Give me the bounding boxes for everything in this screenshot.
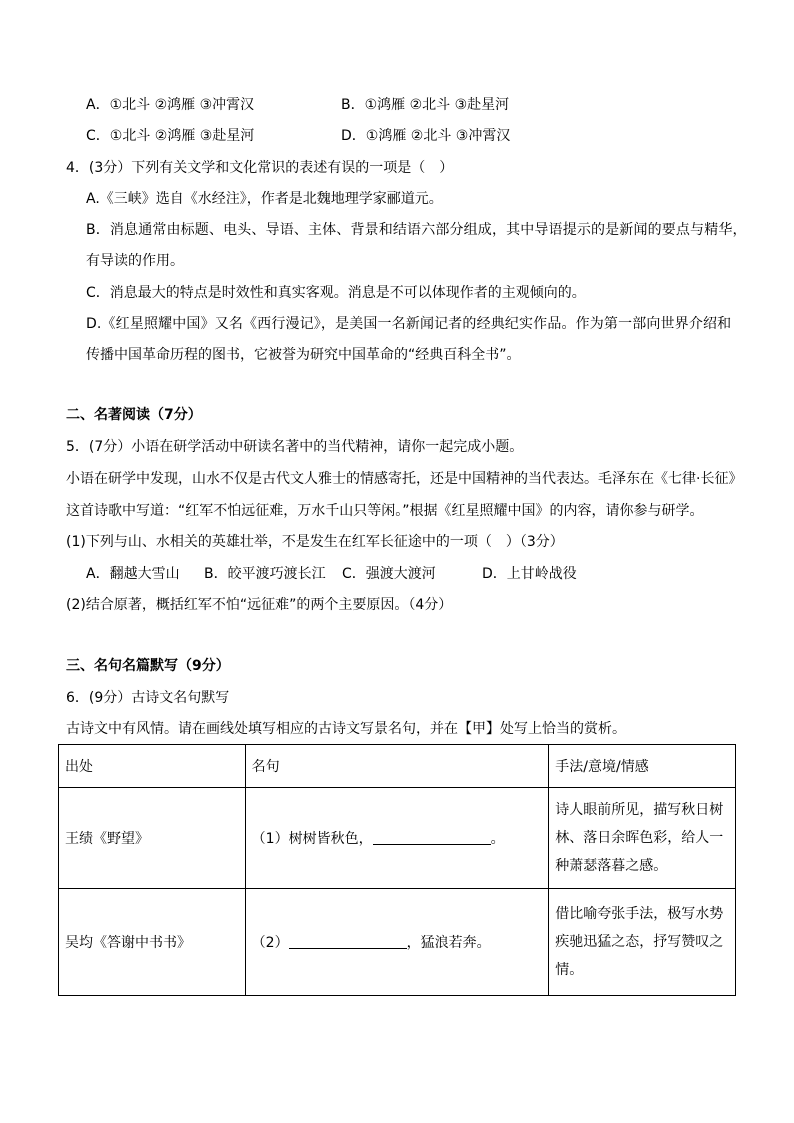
header-source: 出处 (59, 745, 246, 788)
row2-line (245, 889, 549, 996)
q3-option-a: A．①北斗 ②鸿雁 ③冲霄汉 (86, 97, 255, 113)
q4-stem: 4．(3分）下列有关文学和文化常识的表述有误的一项是（ ） (66, 160, 454, 176)
row2-line-prefix: （2） (251, 935, 289, 951)
q4-option-d-line2: 传播中国革命历程的图书，它被誉为研究中国革命的“经典百科全书”。 (86, 347, 521, 363)
q5-sub1-option-a: A．翻越大雪山 (86, 566, 180, 582)
row1-line-prefix: （1）树树皆秋色， (251, 831, 373, 847)
q4-option-b-line2: 有导读的作用。 (86, 253, 184, 269)
row2-answer-blank[interactable] (289, 934, 407, 949)
row2-analysis: 借比喻夸张手法，极写水势疾驰迅猛之态，抒写赞叹之情。 (549, 889, 736, 996)
row1-line (245, 788, 549, 889)
section2-heading: 二、名著阅读（7分） (66, 407, 202, 423)
table-header-row (59, 745, 736, 788)
q4-option-d-line1: D.《红星照耀中国》又名《西行漫记》，是美国一名新闻记者的经典纪实作品。作为第一部向世界介绍和 (86, 316, 732, 332)
q5-sub1-option-b: B．皎平渡巧渡长江 (204, 566, 326, 582)
row1-analysis: 诗人眼前所见，描写秋日树林、落日余晖色彩，给人一种萧瑟落暮之感。 (549, 788, 736, 889)
q3-option-d: D．①鸿雁 ②北斗 ③冲霄汉 (341, 128, 511, 144)
q4-option-a: A.《三峡》选自《水经注》，作者是北魏地理学家郦道元。 (86, 191, 443, 207)
q5-intro-line2: 这首诗歌中写道：“红军不怕远征难，万水千山只等闲。”根据《红星照耀中国》的内容，请你参与研学。 (66, 503, 704, 519)
q3-option-b: B．①鸿雁 ②北斗 ③赴星河 (341, 97, 510, 113)
row1-line-suffix: 。 (490, 831, 505, 847)
row1-answer-blank[interactable] (373, 830, 491, 845)
q5-sub1-stem: (1)下列与山、水相关的英雄壮举，不是发生在红军长征途中的一项（ ）（3分） (66, 534, 564, 550)
row2-source: 吴均《答谢中书书》 (59, 889, 246, 996)
table-row (59, 889, 736, 996)
section3-heading: 三、名句名篇默写（9分） (66, 658, 230, 674)
table-row (59, 788, 736, 889)
q4-option-b-line1: B．消息通常由标题、电头、导语、主体、背景和结语六部分组成，其中导语提示的是新闻的要点与精华， (86, 222, 747, 238)
q5-sub2-stem: (2)结合原著，概括红军不怕“远征难”的两个主要原因。（4分） (66, 597, 453, 613)
q5-sub1-option-d: D．上甘岭战役 (482, 566, 577, 582)
q5-intro-line1: 小语在研学中发现，山水不仅是古代文人雅士的情感寄托，还是中国精神的当代表达。毛泽东在《七律·长征》 (66, 471, 743, 487)
row1-source: 王绩《野望》 (59, 788, 246, 889)
poetry-table (58, 744, 736, 996)
q6-instruction: 古诗文中有风情。请在画线处填写相应的古诗文写景名句，并在【甲】处写上恰当的赏析。 (66, 721, 626, 737)
header-line: 名句 (245, 745, 549, 788)
q3-option-c: C．①北斗 ②鸿雁 ③赴星河 (86, 128, 255, 144)
row2-line-suffix: ，猛浪若奔。 (406, 935, 491, 951)
q5-stem: 5．(7分）小语在研学活动中研读名著中的当代精神，请你一起完成小题。 (66, 439, 524, 455)
q5-sub1-option-c: C．强渡大渡河 (342, 566, 436, 582)
q4-option-c: C．消息最大的特点是时效性和真实客观。消息是不可以体现作者的主观倾向的。 (86, 285, 586, 301)
header-analysis: 手法/意境/情感 (549, 745, 736, 788)
q6-stem: 6．(9分）古诗文名句默写 (66, 690, 230, 706)
